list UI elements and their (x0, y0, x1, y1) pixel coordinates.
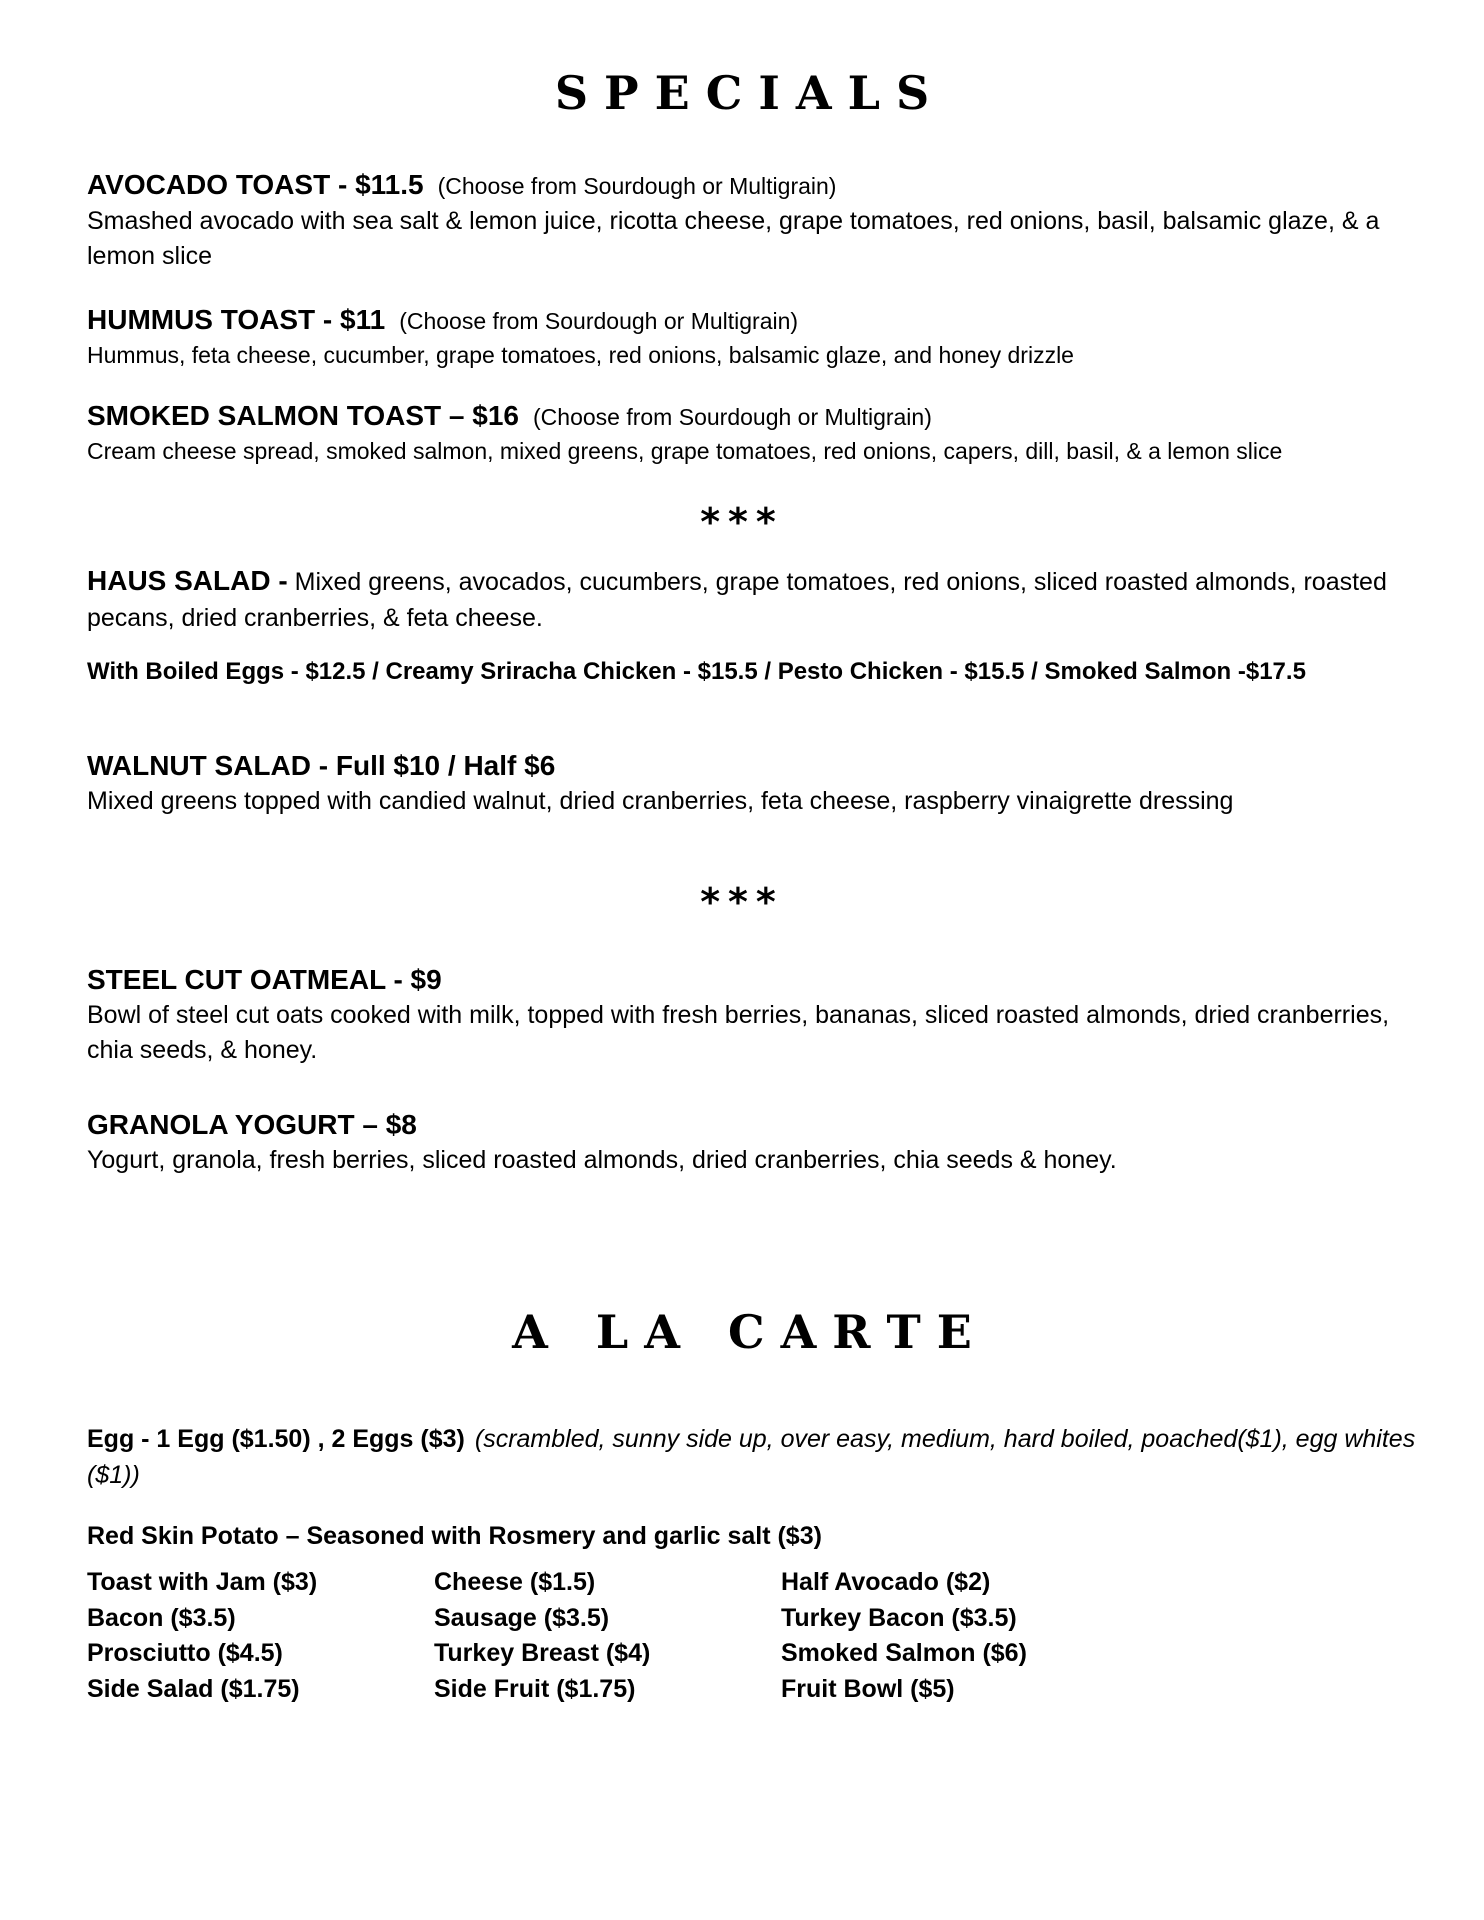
item-name-price: AVOCADO TOAST - $11.5 (87, 169, 424, 200)
item-description: Hummus, feta cheese, cucumber, grape tomatoes, red onions, balsamic glaze, and honey drizzle (87, 342, 1074, 368)
menu-item-haus-salad (87, 563, 1427, 636)
menu-item-smoked-salmon-toast (87, 398, 1427, 467)
menu-item-steel-cut-oatmeal (87, 962, 1427, 1068)
item-description: Mixed greens topped with candied walnut, dried cranberries, feta cheese, raspberry vinaigrette dressing (87, 787, 1234, 815)
item-description: Cream cheese spread, smoked salmon, mixed greens, grape tomatoes, red onions, capers, dill, basil, & a lemon slice (87, 438, 1283, 464)
menu-item-walnut-salad (87, 748, 1427, 819)
item-note: (Choose from Sourdough or Multigrain) (399, 308, 799, 334)
alacarte-item: Fruit Bowl ($5) (781, 1674, 955, 1703)
alacarte-item: Turkey Bacon ($3.5) (781, 1603, 1017, 1632)
item-note: (Choose from Sourdough or Multigrain) (437, 173, 837, 199)
section-divider: *** (700, 500, 784, 544)
menu-item-granola-yogurt (87, 1107, 1427, 1178)
item-description: Smashed avocado with sea salt & lemon juice, ricotta cheese, grape tomatoes, red onions, basil, balsamic glaze, & a lemon slice (87, 207, 1380, 270)
item-name-price: WALNUT SALAD - Full $10 / Half $6 (87, 750, 556, 781)
menu-item-avocado-toast (87, 167, 1427, 274)
section-divider: *** (700, 880, 784, 924)
item-name-price: STEEL CUT OATMEAL - $9 (87, 964, 442, 995)
alacarte-item: Prosciutto ($4.5) (87, 1639, 283, 1667)
alacarte-item: Side Fruit ($1.75) (434, 1674, 636, 1703)
alacarte-potato: Red Skin Potato – Seasoned with Rosmery and garlic salt ($3) (87, 1522, 822, 1550)
egg-price: Egg - 1 Egg ($1.50) , 2 Eggs ($3) (87, 1425, 465, 1453)
alacarte-egg (87, 1421, 1427, 1493)
specials-title: S P E C I A L S (554, 66, 930, 120)
item-name-price: HUMMUS TOAST - $11 (87, 304, 386, 335)
haus-salad-addons: With Boiled Eggs - $12.5 / Creamy Sriracha Chicken - $15.5 / Pesto Chicken - $15.5 / Smoked Salmon -$17.5 (87, 658, 1306, 685)
menu-item-hummus-toast (87, 302, 1427, 371)
item-name-price: GRANOLA YOGURT – $8 (87, 1109, 417, 1140)
alacarte-item: Cheese ($1.5) (434, 1568, 596, 1596)
alacarte-item: Half Avocado ($2) (781, 1568, 991, 1596)
alacarte-item: Sausage ($3.5) (434, 1603, 610, 1632)
item-note: (Choose from Sourdough or Multigrain) (533, 404, 932, 430)
alacarte-item: Turkey Breast ($4) (434, 1639, 651, 1667)
item-name-price: SMOKED SALMON TOAST – $16 (87, 400, 520, 431)
item-name: HAUS SALAD - (87, 565, 288, 596)
alacarte-item: Bacon ($3.5) (87, 1603, 236, 1632)
alacarte-item: Side Salad ($1.75) (87, 1674, 300, 1703)
item-description: Bowl of steel cut oats cooked with milk, topped with fresh berries, bananas, sliced roasted almonds, dried cranberries, chia seeds, & honey. (87, 1001, 1390, 1064)
alacarte-item: Toast with Jam ($3) (87, 1568, 318, 1596)
alacarte-title: A L A C A R T E (512, 1305, 972, 1359)
alacarte-item: Smoked Salmon ($6) (781, 1639, 1027, 1667)
egg-options: (scrambled, sunny side up, over easy, medium, hard boiled, poached($1), egg whites ($1)) (87, 1425, 1416, 1489)
item-description: Yogurt, granola, fresh berries, sliced roasted almonds, dried cranberries, chia seeds & honey. (87, 1146, 1117, 1174)
item-description: Mixed greens, avocados, cucumbers, grape tomatoes, red onions, sliced roasted almonds, roasted pecans, dried cranberries, & feta cheese. (87, 568, 1387, 632)
